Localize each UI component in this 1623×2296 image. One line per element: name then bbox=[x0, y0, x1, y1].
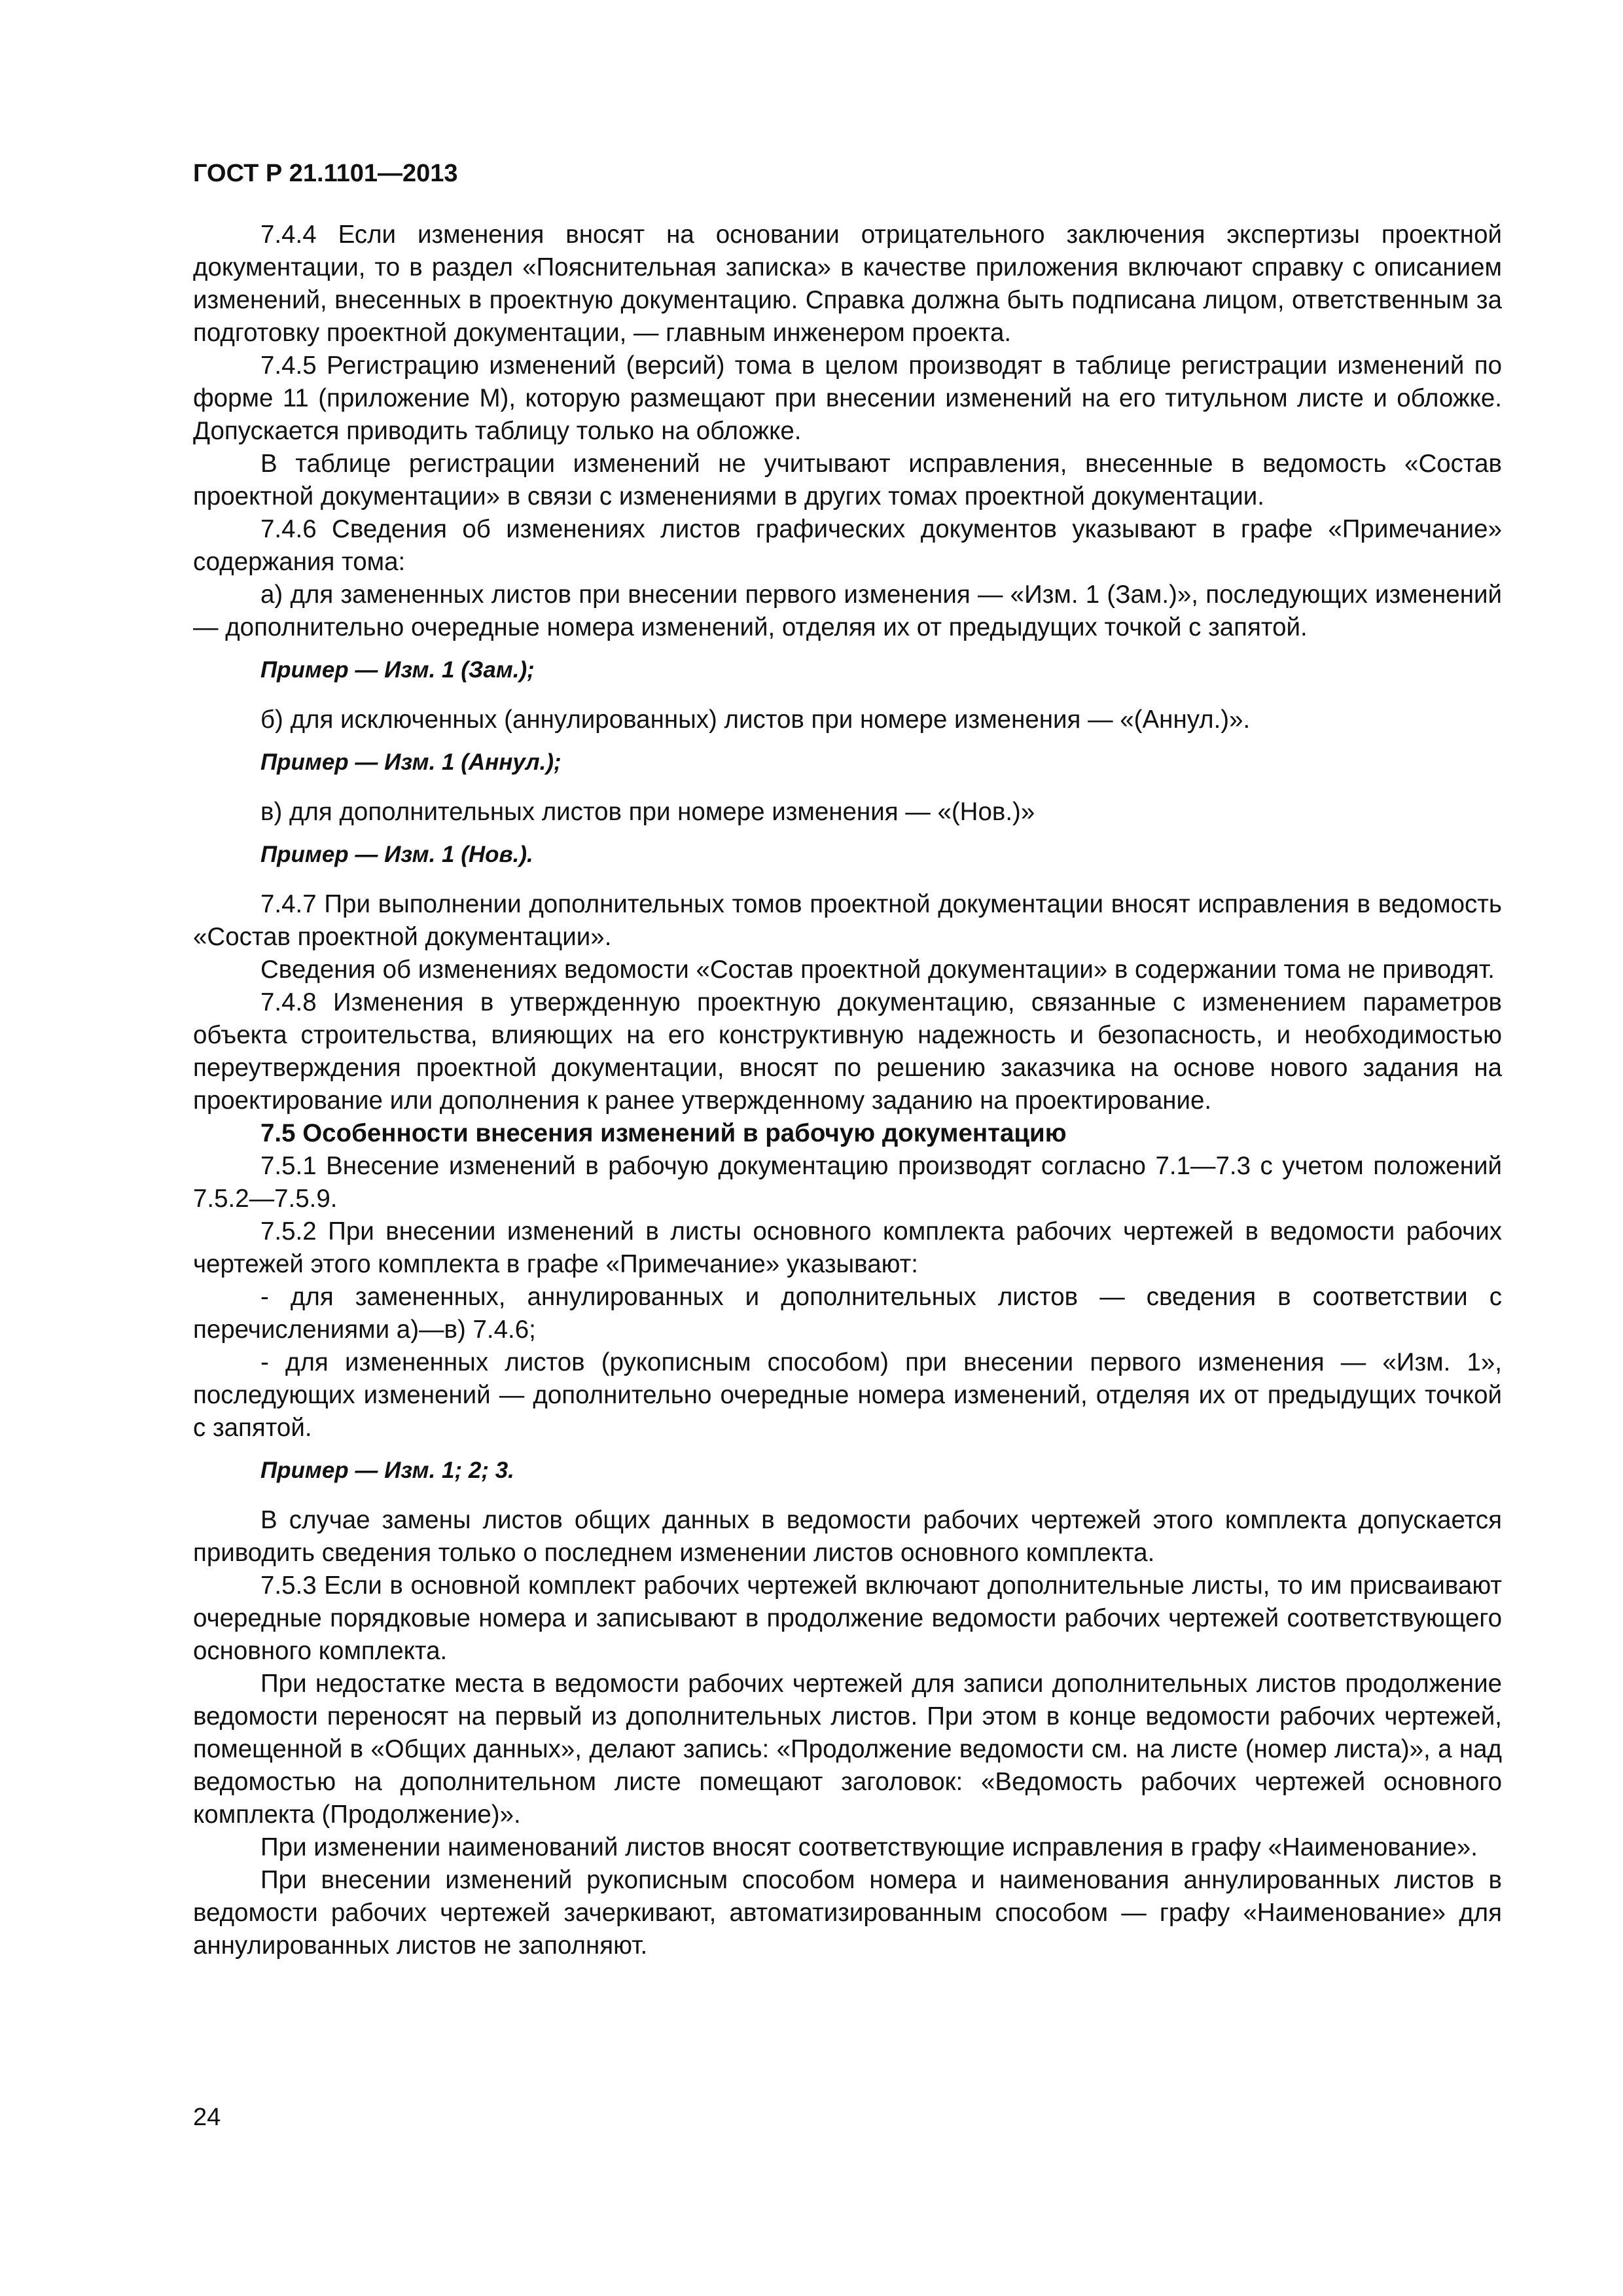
paragraph-7-5-1: 7.5.1 Внесение изменений в рабочую документацию производят согласно 7.1—7.3 с учетом положений 7.5.2—7.5.9. bbox=[193, 1152, 1502, 1213]
example-note: Пример — Изм. 1 (Нов.). bbox=[260, 842, 533, 867]
paragraph-7-4-4: 7.4.4 Если изменения вносят на основании отрицательного заключения экспертизы проектной документации, то в раздел «Пояснительная записка» в качестве приложения включают справку с описанием изменений, внесенных в проектную документацию. Справка должна быть подписана лицом, ответственным за подготовку проектной документации, — главным инженером проекта. bbox=[193, 221, 1502, 347]
paragraph-7-4-6: 7.4.6 Сведения об изменениях листов графических документов указывают в графе «Примечание» содержания тома: bbox=[193, 515, 1502, 576]
example-note: Пример — Изм. 1 (Аннул.); bbox=[260, 749, 562, 775]
dash-list-item: - для измененных листов (рукописным способом) при внесении первого изменения — «Изм. 1», последующих изменений — дополнительно очередные номера изменений, отделяя их от предыдущих точкой с запятой. bbox=[193, 1348, 1502, 1442]
dash-list-item: - для замененных, аннулированных и дополнительных листов — сведения в соответствии с перечислениями а)—в) 7.4.6; bbox=[193, 1283, 1502, 1344]
paragraph-7-4-7: 7.4.7 При выполнении дополнительных томов проектной документации вносят исправления в ведомость «Состав проектной документации». bbox=[193, 890, 1502, 951]
list-item-v: в) для дополнительных листов при номере изменения — «(Нов.)» bbox=[260, 798, 1035, 826]
list-item-a: а) для замененных листов при внесении первого изменения — «Изм. 1 (Зам.)», последующих изменений — дополнительно очередные номера изменений, отделяя их от предыдущих точкой с запятой. bbox=[193, 581, 1502, 641]
paragraph: При внесении изменений рукописным способом номера и наименования аннулированных листов в ведомости рабочих чертежей зачеркивают, автоматизированным способом — графу «Наименование» для аннулированных листов не заполняют. bbox=[193, 1866, 1502, 1960]
document-header: ГОСТ Р 21.1101—2013 bbox=[193, 160, 458, 187]
section-heading-7-5: 7.5 Особенности внесения изменений в рабочую документацию bbox=[260, 1119, 1067, 1147]
paragraph-7-4-8: 7.4.8 Изменения в утвержденную проектную документацию, связанные с изменением параметров объекта строительства, влияющих на его конструктивную надежность и безопасность, и необходимостью переутверждения проектной документации, вносят по решению заказчика на основе нового задания на проектирование или дополнения к ранее утвержденному заданию на проектирование. bbox=[193, 988, 1502, 1115]
page-number: 24 bbox=[193, 2104, 221, 2131]
document-body bbox=[193, 219, 1502, 1962]
paragraph: При недостатке места в ведомости рабочих чертежей для записи дополнительных листов продолжение ведомости переносят на первый из дополнительных листов. При этом в конце ведомости рабочих чертежей, помещенной в «Общих данных», делают запись: «Продолжение ведомости см. на листе (номер листа)», а над ведомостью на дополнительном листе помещают заголовок: «Ведомость рабочих чертежей основного комплекта (Продолжение)». bbox=[193, 1670, 1502, 1829]
paragraph-7-4-5: 7.4.5 Регистрацию изменений (версий) тома в целом производят в таблице регистрации изменений по форме 11 (приложение М), которую размещают при внесении изменений на его титульном листе и обложке. Допускается приводить таблицу только на обложке. bbox=[193, 351, 1502, 445]
example-note: Пример — Изм. 1 (Зам.); bbox=[260, 657, 535, 683]
paragraph: Сведения об изменениях ведомости «Состав проектной документации» в содержании тома не приводят. bbox=[260, 956, 1495, 984]
paragraph: В случае замены листов общих данных в ведомости рабочих чертежей этого комплекта допускается приводить сведения только о последнем изменении листов основного комплекта. bbox=[193, 1506, 1502, 1567]
paragraph: При изменении наименований листов вносят соответствующие исправления в графу «Наименование». bbox=[260, 1833, 1478, 1861]
paragraph: В таблице регистрации изменений не учитывают исправления, внесенные в ведомость «Состав проектной документации» в связи с изменениями в других томах проектной документации. bbox=[193, 450, 1502, 511]
paragraph-7-5-3: 7.5.3 Если в основной комплект рабочих чертежей включают дополнительные листы, то им присваивают очередные порядковые номера и записывают в продолжение ведомости рабочих чертежей соответствующего основного комплекта. bbox=[193, 1571, 1502, 1665]
document-page bbox=[193, 157, 1502, 1962]
paragraph-7-5-2: 7.5.2 При внесении изменений в листы основного комплекта рабочих чертежей в ведомости рабочих чертежей этого комплекта в графе «Примечание» указывают: bbox=[193, 1217, 1502, 1278]
example-note: Пример — Изм. 1; 2; 3. bbox=[260, 1458, 514, 1483]
list-item-b: б) для исключенных (аннулированных) листов при номере изменения — «(Аннул.)». bbox=[260, 706, 1251, 734]
